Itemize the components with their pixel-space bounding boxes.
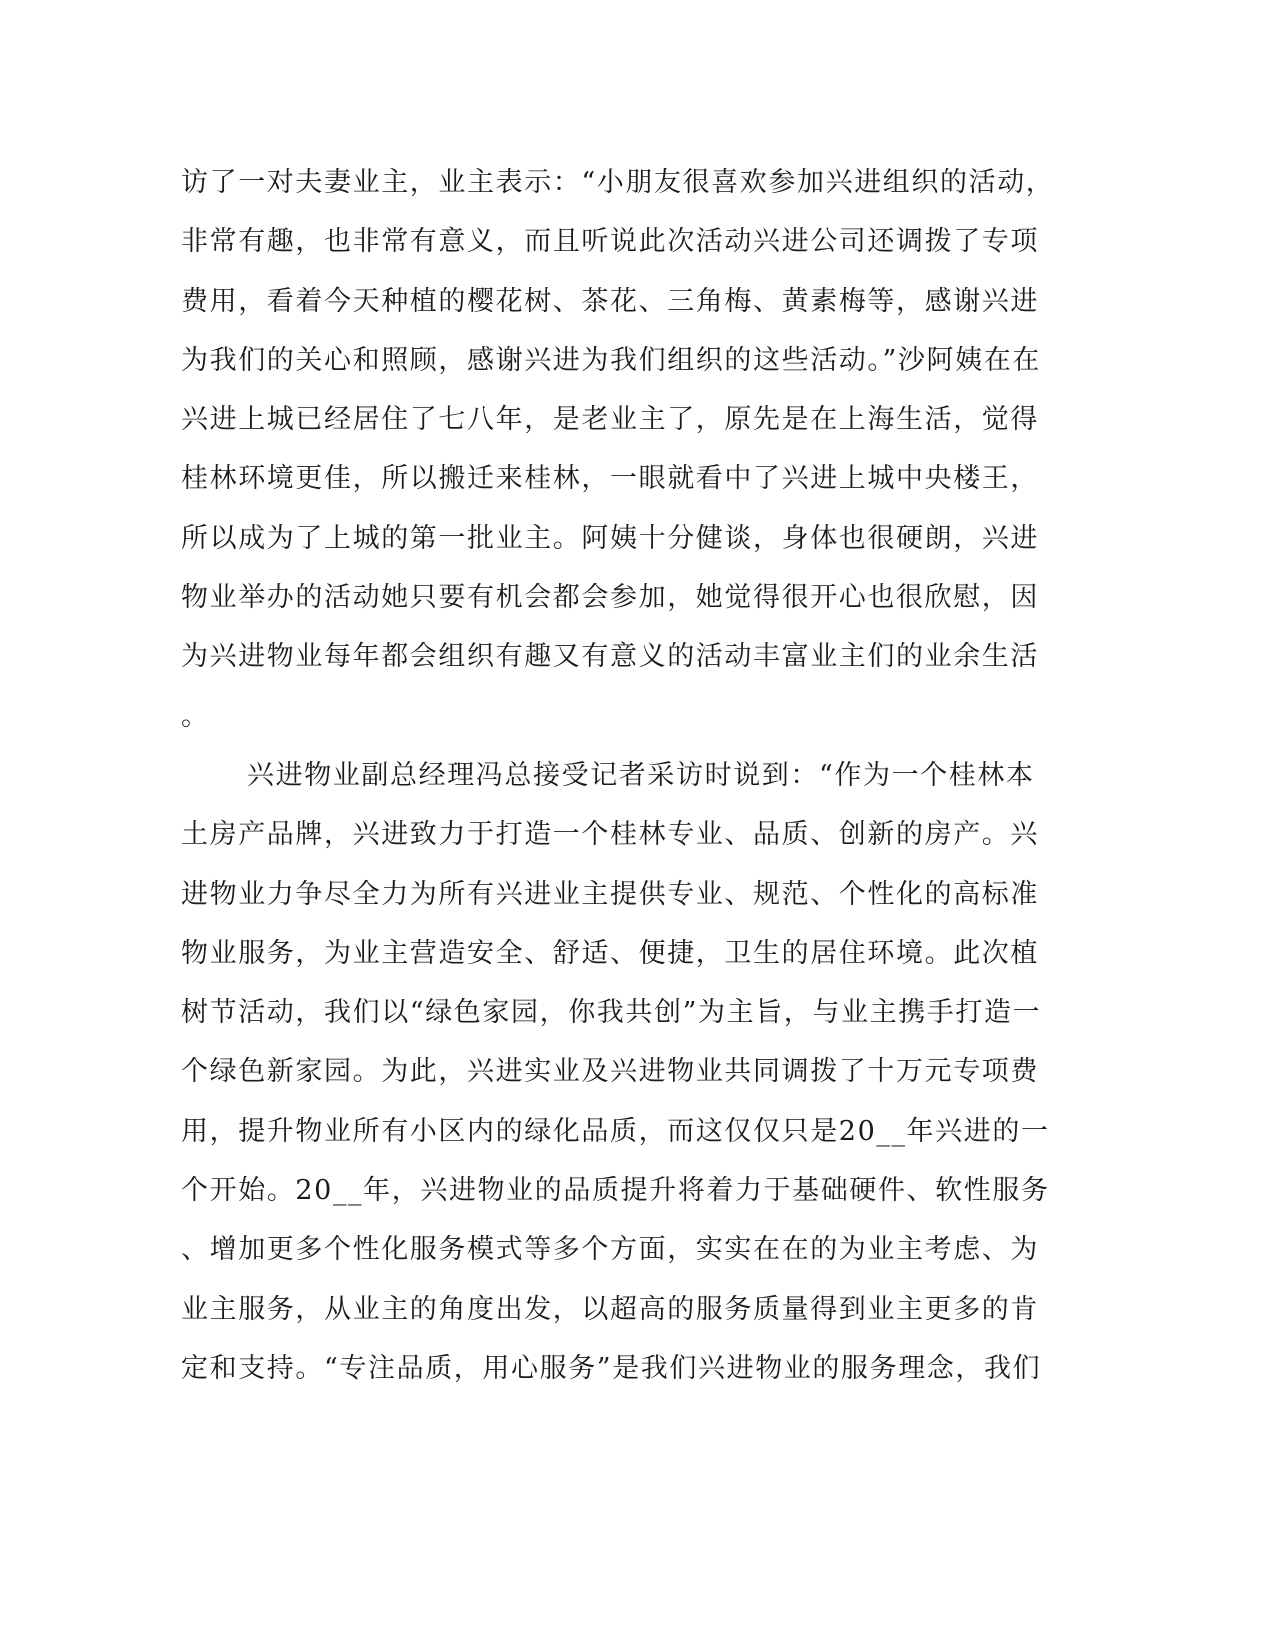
text-line: 非常有趣，也非常有意义，而且听说此次活动兴进公司还调拨了专项 (181, 226, 1039, 258)
text-line: 定和支持。“专注品质，用心服务”是我们兴进物业的服务理念，我们 (181, 1352, 1042, 1384)
text-line: 访了一对夫妻业主，业主表示：“小朋友很喜欢参加兴进组织的活动， (181, 167, 1055, 198)
text-line: 桂林环境更佳，所以搬迁来桂林，一眼就看中了兴进上城中央楼王， (181, 463, 1039, 495)
text-line: 物业举办的活动她只要有机会都会参加，她觉得很开心也很欣慰，因 (181, 582, 1039, 614)
text-line: 兴进上城已经居住了七八年，是老业主了，原先是在上海生活，觉得 (181, 404, 1039, 436)
text-line: 物业服务，为业主营造安全、舒适、便捷，卫生的居住环境。此次植 (181, 937, 1039, 969)
text-line: 为兴进物业每年都会组织有趣又有意义的活动丰富业主们的业余生活 (181, 641, 1039, 673)
text-line: 用，提升物业所有小区内的绿化品质，而这仅仅只是20__年兴进的一 (181, 1115, 1050, 1147)
text-line: 、增加更多个性化服务模式等多个方面，实实在在的为业主考虑、为 (181, 1234, 1039, 1266)
text-line: 。 (181, 700, 210, 732)
text-line: 个开始。20__年，兴进物业的品质提升将着力于基础硬件、软性服务 (181, 1175, 1050, 1207)
document-body (181, 153, 1055, 1398)
text-line: 费用，看着今天种植的樱花树、茶花、三角梅、黄素梅等，感谢兴进 (181, 285, 1039, 317)
text-line: 土房产品牌，兴进致力于打造一个桂林专业、品质、创新的房产。兴 (181, 819, 1039, 851)
text-line: 树节活动，我们以“绿色家园，你我共创”为主旨，与业主携手打造一 (181, 997, 1042, 1029)
text-line: 所以成为了上城的第一批业主。阿姨十分健谈，身体也很硬朗，兴进 (181, 522, 1039, 554)
text-line: 业主服务，从业主的角度出发，以超高的服务质量得到业主更多的肯 (181, 1293, 1039, 1325)
text-line: 进物业力争尽全力为所有兴进业主提供专业、规范、个性化的高标准 (181, 878, 1039, 910)
text-line: 个绿色新家园。为此，兴进实业及兴进物业共同调拨了十万元专项费 (181, 1056, 1039, 1088)
paragraph-first-line: 兴进物业副总经理冯总接受记者采访时说到：“作为一个桂林本 (247, 759, 1035, 791)
text-line: 为我们的关心和照顾，感谢兴进为我们组织的这些活动。”沙阿姨在在 (181, 344, 1041, 376)
